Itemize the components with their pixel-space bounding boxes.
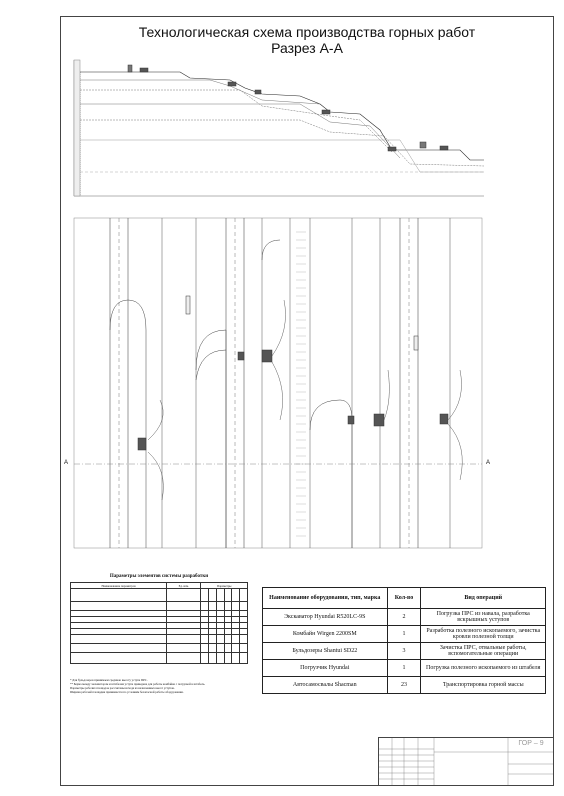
equipment-header-name: Наименование оборудования, тип, марка [263, 588, 388, 609]
title-block [378, 737, 554, 786]
cross-section [74, 60, 484, 196]
section-mark-left: А [64, 460, 69, 466]
bench-lines [162, 218, 450, 548]
slope-hatching [296, 232, 306, 536]
section-mark-right: А [486, 460, 491, 466]
equipment-ops: Погрузка полезного ископаемого из штабеля [421, 660, 546, 677]
equipment-name: Бульдозеры Shantui SD22 [263, 643, 388, 660]
note-line: ** Берма между экскаватором и штабелем уступа приведена для работы комбайна с погрузкой в штабель. [70, 682, 206, 686]
equipment-name: Погрузчик Hyundai [263, 660, 388, 677]
equipment-qty: 1 [387, 626, 421, 643]
table-row [263, 626, 546, 643]
table-row [71, 589, 248, 602]
equipment-qty: 1 [387, 660, 421, 677]
equipment-ops: Разработка полезного ископаемого, зачистка кровли полезной толщи [421, 626, 546, 643]
params-table [70, 582, 248, 664]
drawing-code: ГОР – 9 [518, 740, 544, 747]
equipment-name: Комбайн Wirgen 2200SM [263, 626, 388, 643]
note-line: Ширина рабочей площадки принимается по условиям безопасной работы оборудования. [70, 690, 184, 694]
params-header-unit: Ед. изм. [167, 583, 201, 589]
equipment-header-ops: Вид операций [421, 588, 546, 609]
table-row [71, 635, 248, 644]
equipment-table [262, 587, 546, 694]
equipment-qty: 2 [387, 609, 421, 626]
equipment-name: Экскаватор Hyundai R520LC-9S [263, 609, 388, 626]
drawing-title: Технологическая схема производства горных работ [138, 24, 476, 40]
equipment-qty: 3 [387, 643, 421, 660]
params-header-name: Наименование параметров [71, 583, 167, 589]
note-line: * Для бульдозеров принимаем среднюю высоту уступа ПРС. [70, 678, 148, 682]
plan-view [74, 218, 482, 548]
equipment-ops: Зачистка ПРС, отвальные работы, вспомогательные операции [421, 643, 546, 660]
params-header-group: Параметры [201, 583, 248, 589]
table-row [263, 609, 546, 626]
table-row [263, 588, 546, 609]
equipment-qty: 23 [387, 677, 421, 694]
haul-roads [110, 218, 418, 548]
params-notes [70, 678, 250, 694]
table-row [71, 602, 248, 611]
drawing-subtitle: Разрез А-А [271, 40, 343, 56]
table-row [263, 660, 546, 677]
note-line: Параметры рабочих площадок рассчитаны исходя из назначенных высот уступов. [70, 686, 175, 690]
table-row [263, 643, 546, 660]
params-table-title: Параметры элементов системы разработки [109, 574, 209, 579]
table-row [71, 644, 248, 653]
equipment-header-qty: Кол-во [387, 588, 421, 609]
turning-loops [110, 240, 352, 548]
equipment-marks [138, 296, 448, 450]
equipment-name: Автосамосвалы Shacman [263, 677, 388, 694]
equipment-ops: Погрузка ПРС из навала, разработка вскрышных уступов [421, 609, 546, 626]
equipment-ops: Транспортировка горной массы [421, 677, 546, 694]
table-row [71, 653, 248, 664]
table-row [263, 677, 546, 694]
